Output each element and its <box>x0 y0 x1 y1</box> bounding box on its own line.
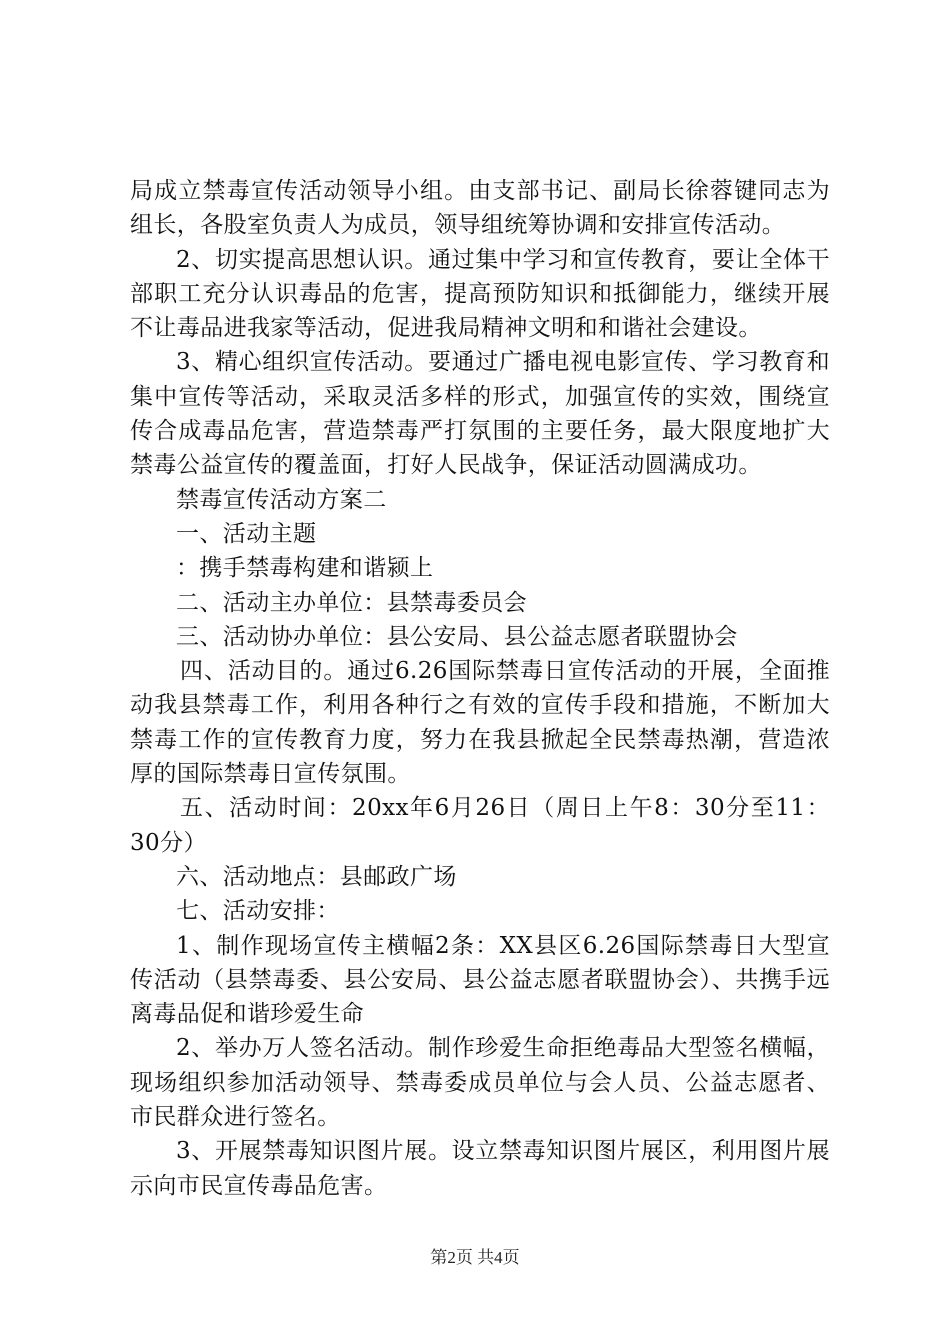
time-paragraph: 五、活动时间：20xx年6月26日（周日上午8：30分至11：30分） <box>130 795 830 856</box>
theme-heading: 一、活动主题 <box>176 520 317 547</box>
location-line: 六、活动地点：县邮政广场 <box>176 863 457 890</box>
organizer-line: 二、活动主办单位：县禁毒委员会 <box>176 589 527 616</box>
plan-title: 禁毒宣传活动方案二 <box>176 486 387 513</box>
paragraph-awareness: 2、切实提高思想认识。通过集中学习和宣传教育，要让全体干部职工充分认识毒品的危害，提高预防知识和抵御能力，继续开展不让毒品进我家等活动，促进我局精神文明和和谐社会建设。 <box>130 246 830 342</box>
paragraph-organize: 3、精心组织宣传活动。要通过广播电视电影宣传、学习教育和集中宣传等活动，采取灵活多样的形式，加强宣传的实效，围绕宣传合成毒品危害，营造禁毒严打氛围的主要任务，最大限度地扩大禁毒公益宣传的覆盖面，打好人民战争，保证活动圆满成功。 <box>130 349 830 479</box>
document-body <box>130 174 830 1203</box>
arrangement-item-banner: 1、制作现场宣传主横幅2条：XX县区6.26国际禁毒日大型宣传活动（县禁毒委、县公安局、县公益志愿者联盟协会）、共携手远离毒品促和谐珍爱生命 <box>130 932 830 1028</box>
theme-text: ：携手禁毒构建和谐颍上 <box>176 555 434 582</box>
page-number-label: 第2页 共4页 <box>430 1248 520 1267</box>
paragraph-leading-group: 局成立禁毒宣传活动领导小组。由支部书记、副局长徐蓉键同志为组长，各股室负责人为成员，领导组统筹协调和安排宣传活动。 <box>130 178 830 239</box>
page-footer <box>0 1243 950 1268</box>
co-organizer-line: 三、活动协办单位：县公安局、县公益志愿者联盟协会 <box>176 623 738 650</box>
purpose-paragraph: 四、活动目的。通过6.26国际禁毒日宣传活动的开展，全面推动我县禁毒工作，利用各种行之有效的宣传手段和措施，不断加大禁毒工作的宣传教育力度，努力在我县掀起全民禁毒热潮，营造浓厚的国际禁毒日宣传氛围。 <box>130 658 830 788</box>
arrangement-item-signature: 2、举办万人签名活动。制作珍爱生命拒绝毒品大型签名横幅，现场组织参加活动领导、禁毒委成员单位与会人员、公益志愿者、市民群众进行签名。 <box>130 1035 830 1131</box>
arrangement-heading: 七、活动安排： <box>176 898 340 925</box>
arrangement-item-exhibition: 3、开展禁毒知识图片展。设立禁毒知识图片展区，利用图片展示向市民宣传毒品危害。 <box>130 1138 830 1199</box>
